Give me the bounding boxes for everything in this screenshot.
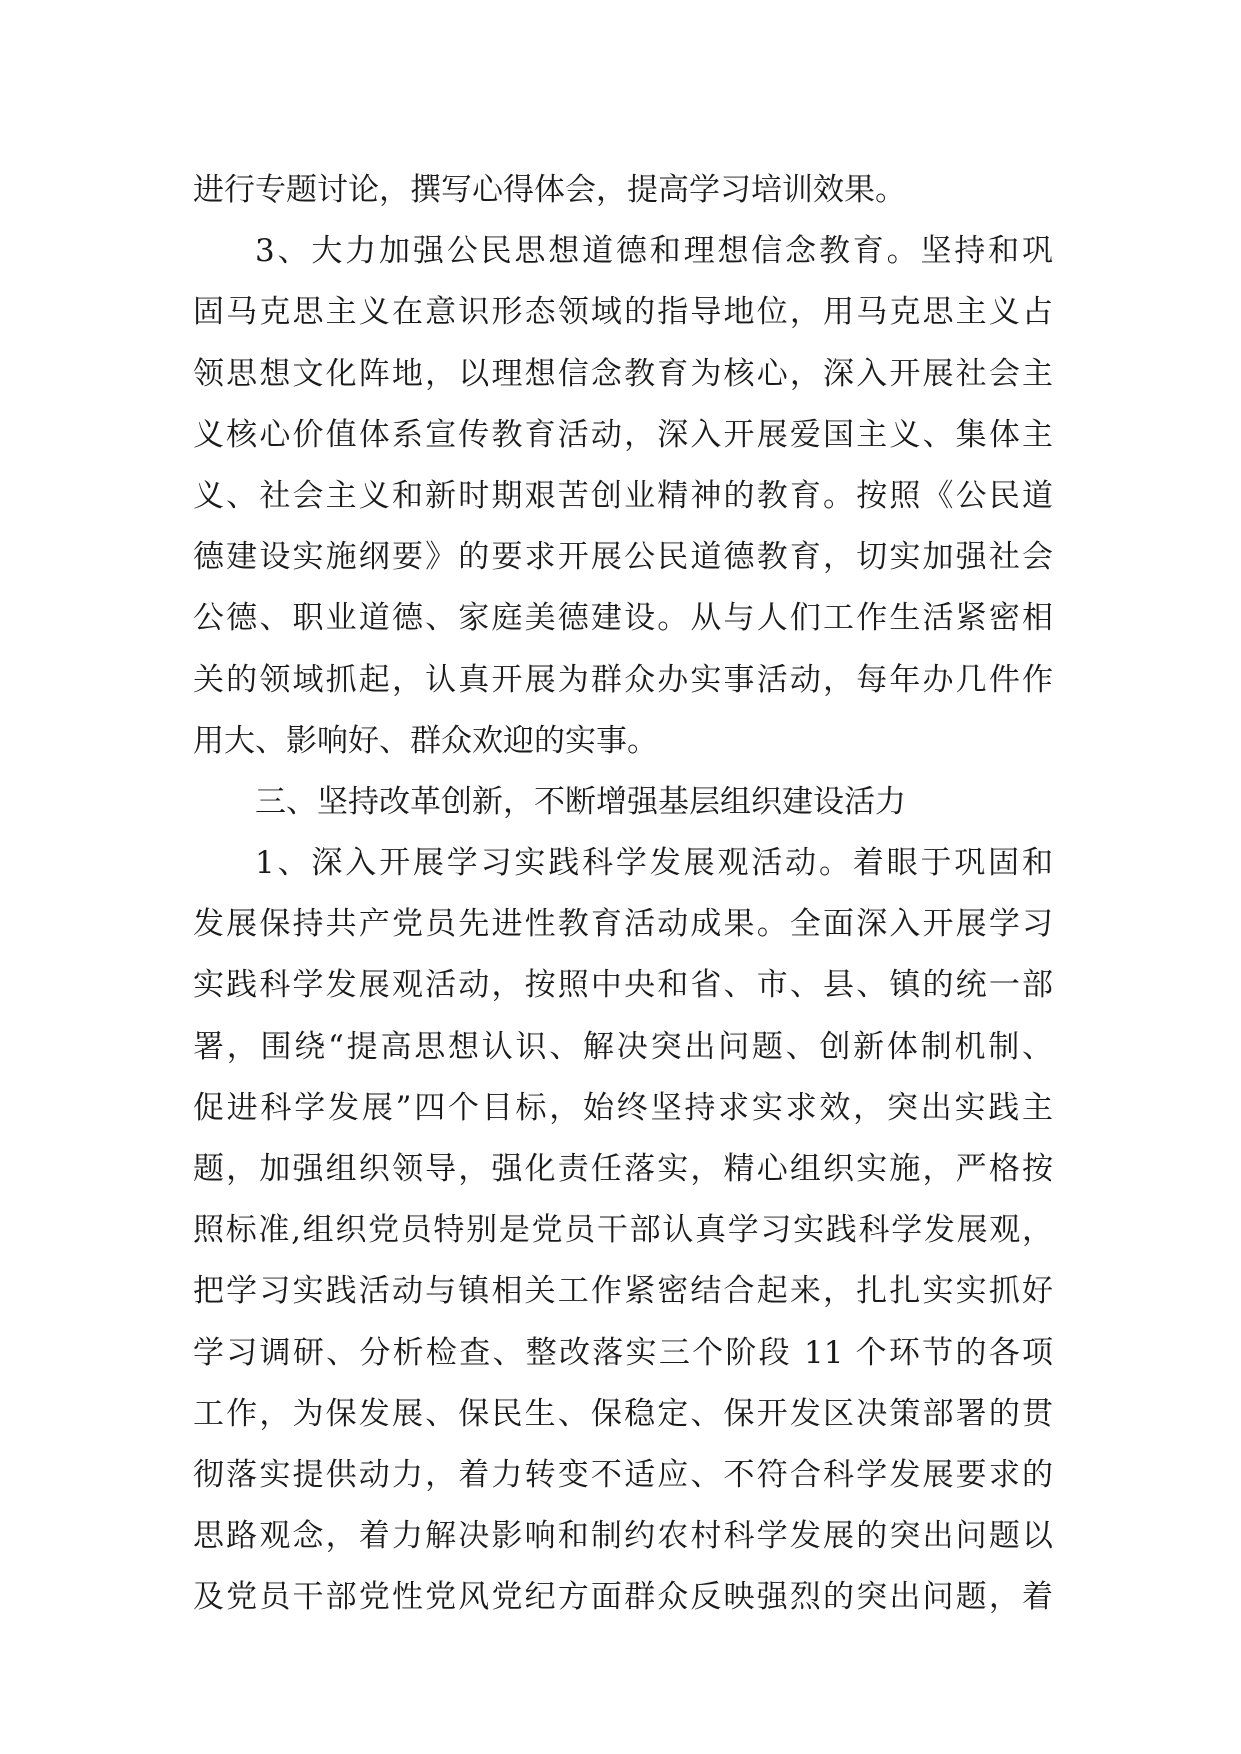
text-line: 工作，为保发展、保民生、保稳定、保开发区决策部署的贯: [193, 1395, 1053, 1432]
text-line: 义核心价值体系宣传教育活动，深入开展爱国主义、集体主: [193, 416, 1053, 453]
text-line: 把学习实践活动与镇相关工作紧密结合起来，扎扎实实抓好: [193, 1273, 1053, 1310]
text-line: 实践科学发展观活动，按照中央和省、市、县、镇的统一部: [193, 967, 1053, 1004]
text-line: 公德、职业道德、家庭美德建设。从与人们工作生活紧密相: [193, 600, 1053, 637]
text-line: 1、深入开展学习实践科学发展观活动。着眼于巩固和: [255, 845, 1053, 882]
text-line: 义、社会主义和新时期艰苦创业精神的教育。按照《公民道: [193, 477, 1053, 514]
text-line: 领思想文化阵地，以理想信念教育为核心，深入开展社会主: [193, 355, 1053, 392]
text-line: 关的领域抓起，认真开展为群众办实事活动，每年办几件作: [193, 661, 1053, 698]
text-line: 促进科学发展”四个目标，始终坚持求实求效，突出实践主: [193, 1089, 1053, 1126]
text-line: 彻落实提供动力，着力转变不适应、不符合科学发展要求的: [193, 1456, 1053, 1493]
text-line: 3、大力加强公民思想道德和理想信念教育。坚持和巩: [255, 233, 1053, 270]
text-line: 用大、影响好、群众欢迎的实事。: [193, 722, 658, 759]
text-line: 及党员干部党性党风党纪方面群众反映强烈的突出问题，着: [193, 1579, 1053, 1616]
section-heading: 三、坚持改革创新，不断增强基层组织建设活力: [255, 783, 906, 820]
text-line: 署，围绕“提高思想认识、解决突出问题、创新体制机制、: [193, 1028, 1053, 1065]
text-line: 思路观念，着力解决影响和制约农村科学发展的突出问题以: [193, 1518, 1053, 1555]
text-line: 学习调研、分析检查、整改落实三个阶段 11 个环节的各项: [193, 1334, 1053, 1371]
text-line: 固马克思主义在意识形态领域的指导地位，用马克思主义占: [193, 294, 1053, 331]
text-line: 德建设实施纲要》的要求开展公民道德教育，切实加强社会: [193, 539, 1053, 576]
body-text: [193, 160, 1053, 1629]
text-line: 进行专题讨论，撰写心得体会，提高学习培训效果。: [193, 172, 906, 208]
text-line: 照标准,组织党员特别是党员干部认真学习实践科学发展观，: [193, 1212, 1053, 1249]
text-line: 发展保持共产党员先进性教育活动成果。全面深入开展学习: [193, 906, 1053, 943]
text-line: 题，加强组织领导，强化责任落实，精心组织实施，严格按: [193, 1151, 1053, 1187]
